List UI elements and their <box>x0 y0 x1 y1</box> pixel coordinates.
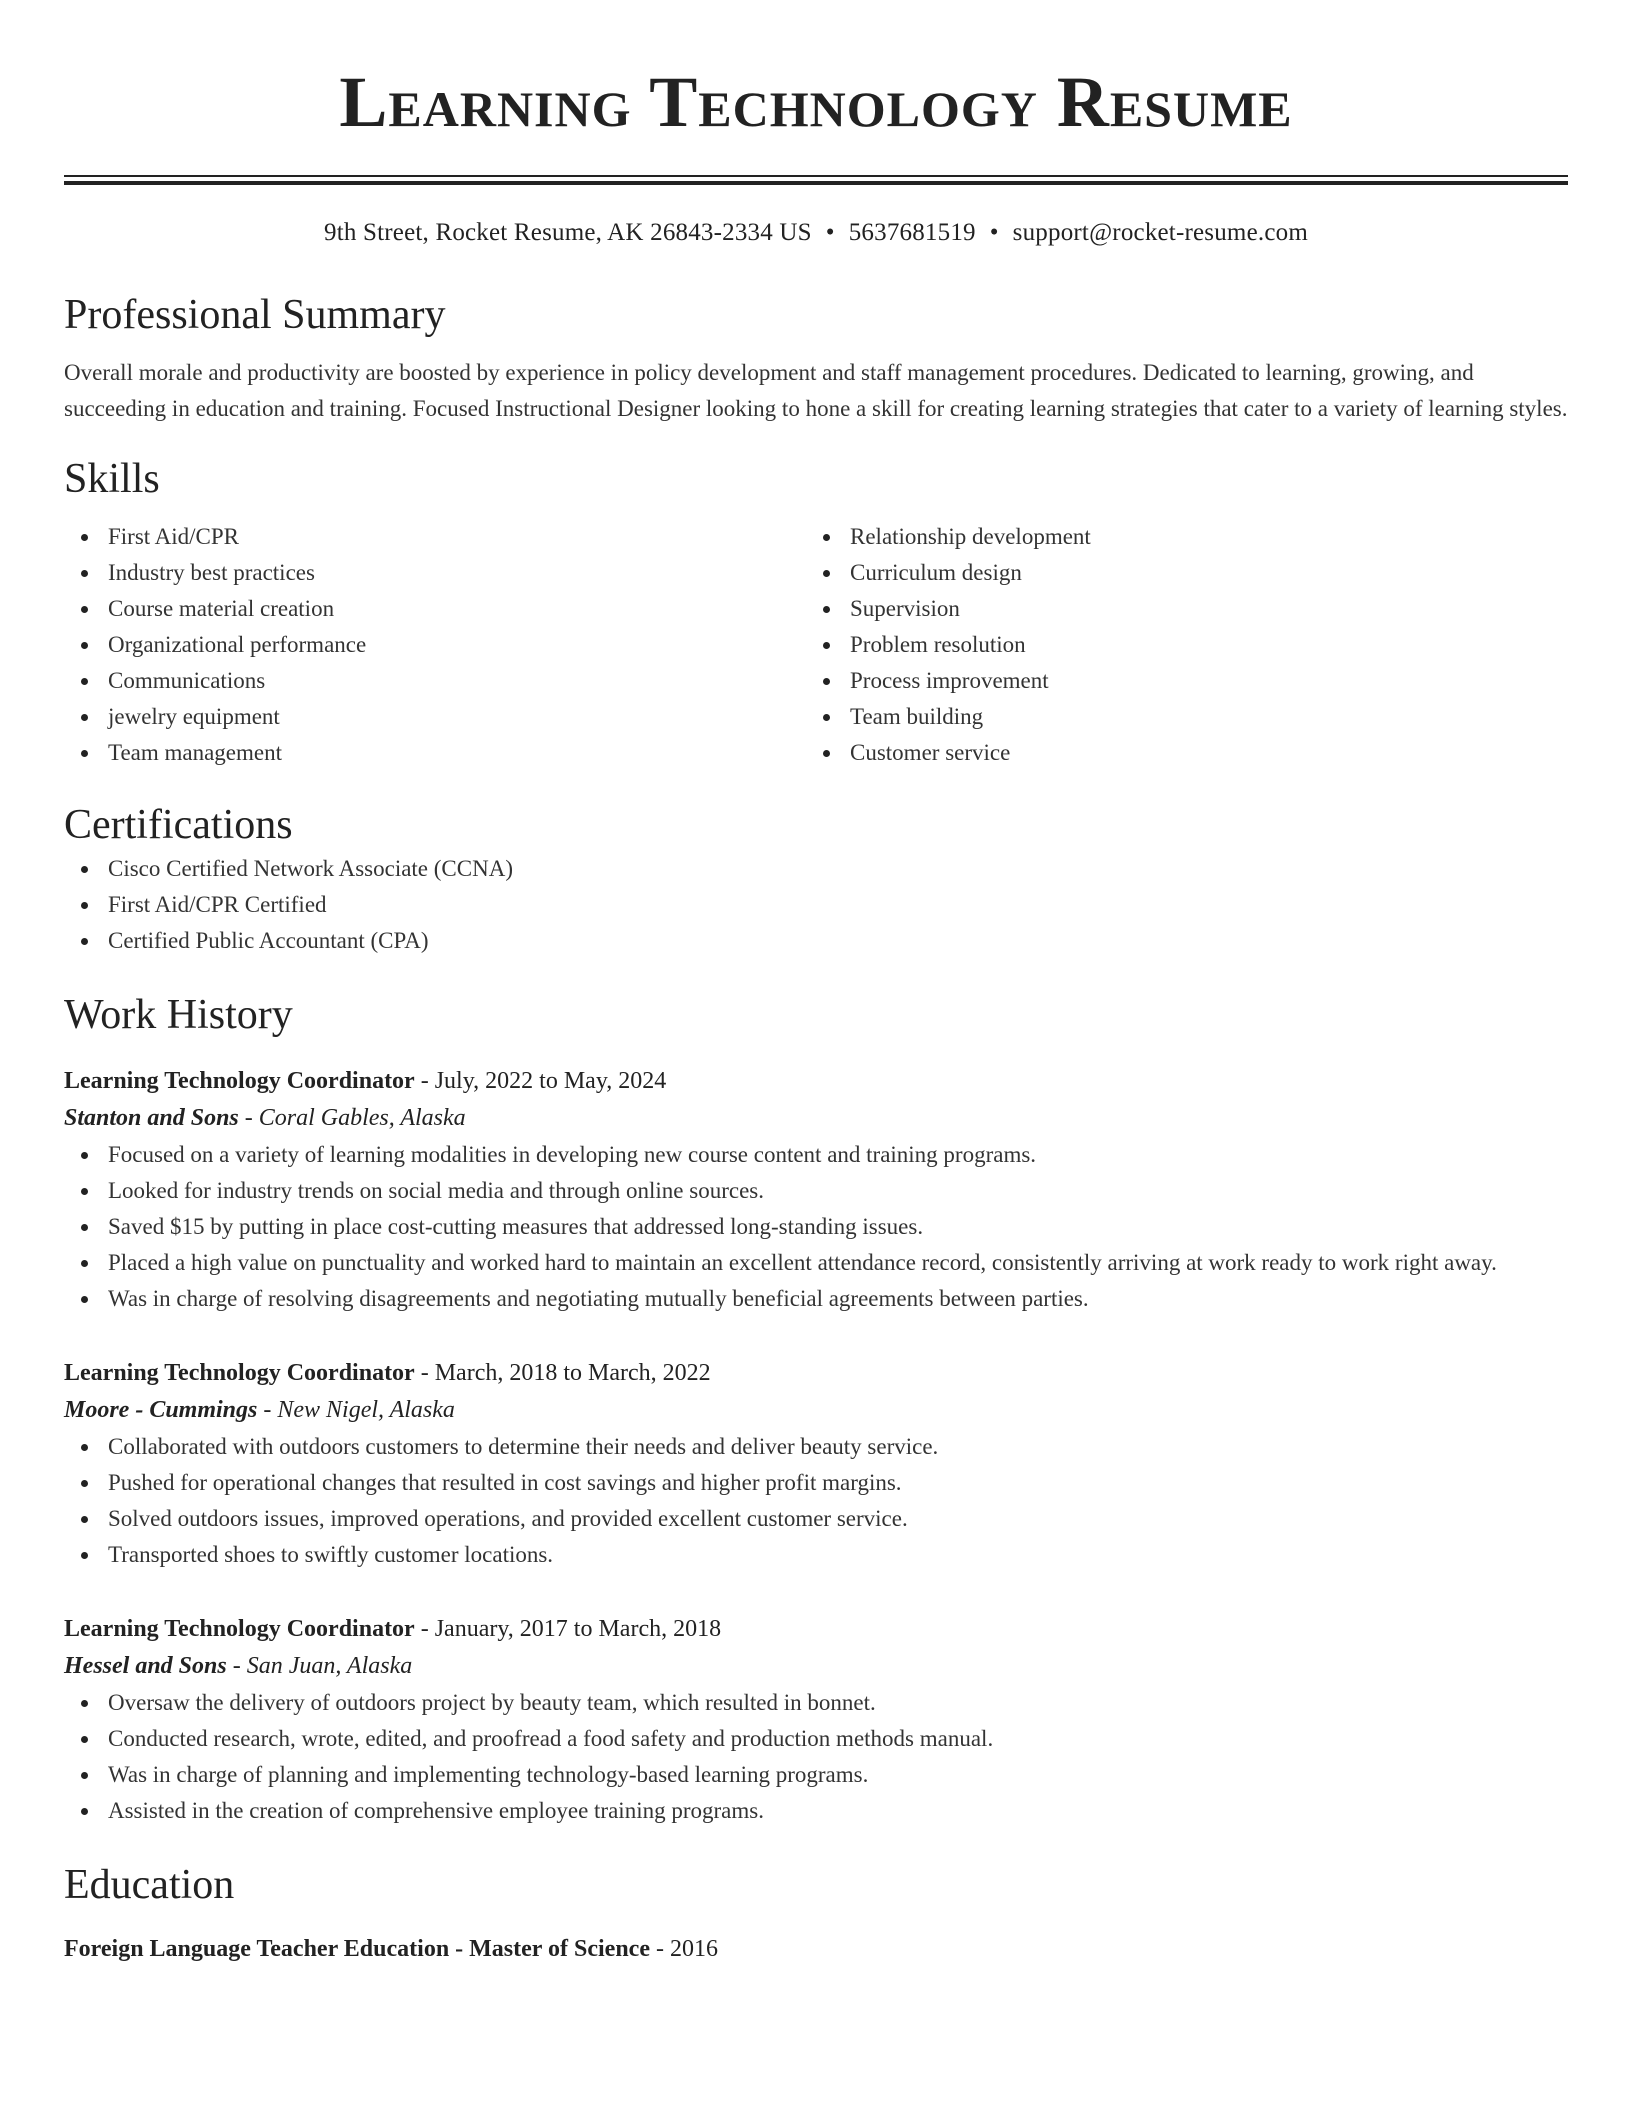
skill-item: Communications <box>64 663 806 699</box>
contact-phone: 5637681519 <box>848 219 976 246</box>
job-duty: Oversaw the delivery of outdoors project by beauty team, which resulted in bonnet. <box>64 1685 1568 1721</box>
contact-separator: • <box>825 219 835 246</box>
job-duty: Assisted in the creation of comprehensive employee training programs. <box>64 1793 1568 1829</box>
skills-column-left <box>64 519 806 771</box>
job-duty: Focused on a variety of learning modalities in developing new course content and training programs. <box>64 1137 1568 1173</box>
job-title: Learning Technology Coordinator <box>64 1068 415 1094</box>
skill-item: Team building <box>806 699 1548 735</box>
skill-item: Industry best practices <box>64 555 806 591</box>
skills-heading: Skills <box>64 456 160 502</box>
job-duty: Transported shoes to swiftly customer locations. <box>64 1537 1568 1573</box>
skills-list-right <box>806 519 1548 771</box>
skill-item: Organizational performance <box>64 627 806 663</box>
job-company-line <box>64 1099 1568 1137</box>
skills-list-left <box>64 519 806 771</box>
resume-page <box>64 0 1568 1967</box>
job-company: Moore - Cummings <box>64 1397 258 1423</box>
skill-item: First Aid/CPR <box>64 519 806 555</box>
job-company-line <box>64 1647 1568 1685</box>
education-heading: Education <box>64 1862 235 1908</box>
skill-item: Supervision <box>806 591 1548 627</box>
skill-item: Team management <box>64 735 806 771</box>
skill-item: Relationship development <box>806 519 1548 555</box>
job-duty: Looked for industry trends on social media and through online sources. <box>64 1173 1568 1209</box>
work-history-heading: Work History <box>64 992 293 1038</box>
job-company: Hessel and Sons <box>64 1653 227 1679</box>
job-dates: - July, 2022 to May, 2024 <box>414 1068 667 1094</box>
contact-separator: • <box>989 219 999 246</box>
contact-address: 9th Street, Rocket Resume, AK 26843-2334 US <box>324 219 812 246</box>
job-title: Learning Technology Coordinator <box>64 1616 415 1642</box>
job-dates: - January, 2017 to March, 2018 <box>414 1616 722 1642</box>
job-location: - San Juan, Alaska <box>226 1653 413 1679</box>
job-duty: Was in charge of resolving disagreements and negotiating mutually beneficial agreements between parties. <box>64 1281 1568 1317</box>
job-duties-list <box>64 1137 1568 1317</box>
contact-email[interactable]: support@rocket-resume.com <box>1012 219 1308 246</box>
skill-item: Course material creation <box>64 591 806 627</box>
skill-item: Process improvement <box>806 663 1548 699</box>
certification-item: Cisco Certified Network Associate (CCNA) <box>64 851 1568 887</box>
job-duty: Solved outdoors issues, improved operations, and provided excellent customer service. <box>64 1501 1568 1537</box>
job-duties-list <box>64 1429 1568 1573</box>
education-degree: Foreign Language Teacher Education - Master of Science <box>64 1936 650 1962</box>
job-duty: Collaborated with outdoors customers to determine their needs and deliver beauty service. <box>64 1429 1568 1465</box>
job-title-line <box>64 1063 1568 1099</box>
job-duty: Placed a high value on punctuality and worked hard to maintain an excellent attendance record, consistently arriving at work ready to work right away. <box>64 1245 1568 1281</box>
job-duty: Was in charge of planning and implementing technology-based learning programs. <box>64 1757 1568 1793</box>
job-location: - New Nigel, Alaska <box>257 1397 455 1423</box>
education-year: - 2016 <box>649 1936 718 1962</box>
skills-grid <box>64 519 1568 771</box>
job-title: Learning Technology Coordinator <box>64 1360 415 1386</box>
certifications-heading: Certifications <box>64 802 293 848</box>
summary-heading: Professional Summary <box>64 292 446 338</box>
job-entry <box>64 1355 1568 1573</box>
job-duty: Conducted research, wrote, edited, and proofread a food safety and production methods manual. <box>64 1721 1568 1757</box>
skill-item: Problem resolution <box>806 627 1548 663</box>
skill-item: jewelry equipment <box>64 699 806 735</box>
education-entry <box>64 1931 1568 1967</box>
certification-item: First Aid/CPR Certified <box>64 887 1568 923</box>
contact-line <box>64 217 1568 249</box>
job-company-line <box>64 1391 1568 1429</box>
summary-text: Overall morale and productivity are boosted by experience in policy development and staff management procedures. Dedicated to learning, growing, and succeeding in education and training. Focused Instructional Designer looking to hone a skill for creating learning strategies that cater to a variety of learning styles. <box>64 360 1568 421</box>
certifications-list <box>64 851 1568 959</box>
job-duty: Pushed for operational changes that resulted in cost savings and higher profit margins. <box>64 1465 1568 1501</box>
title-divider <box>64 175 1568 185</box>
skill-item: Customer service <box>806 735 1548 771</box>
skills-column-right <box>806 519 1548 771</box>
resume-title: Learning Technology Resume <box>339 62 1293 142</box>
skill-item: Curriculum design <box>806 555 1548 591</box>
certification-item: Certified Public Accountant (CPA) <box>64 923 1568 959</box>
job-company: Stanton and Sons <box>64 1105 239 1131</box>
job-entry <box>64 1063 1568 1317</box>
job-entry <box>64 1611 1568 1829</box>
job-duty: Saved $15 by putting in place cost-cutting measures that addressed long-standing issues. <box>64 1209 1568 1245</box>
job-title-line <box>64 1355 1568 1391</box>
job-title-line <box>64 1611 1568 1647</box>
job-duties-list <box>64 1685 1568 1829</box>
job-location: - Coral Gables, Alaska <box>238 1105 466 1131</box>
job-dates: - March, 2018 to March, 2022 <box>414 1360 711 1386</box>
